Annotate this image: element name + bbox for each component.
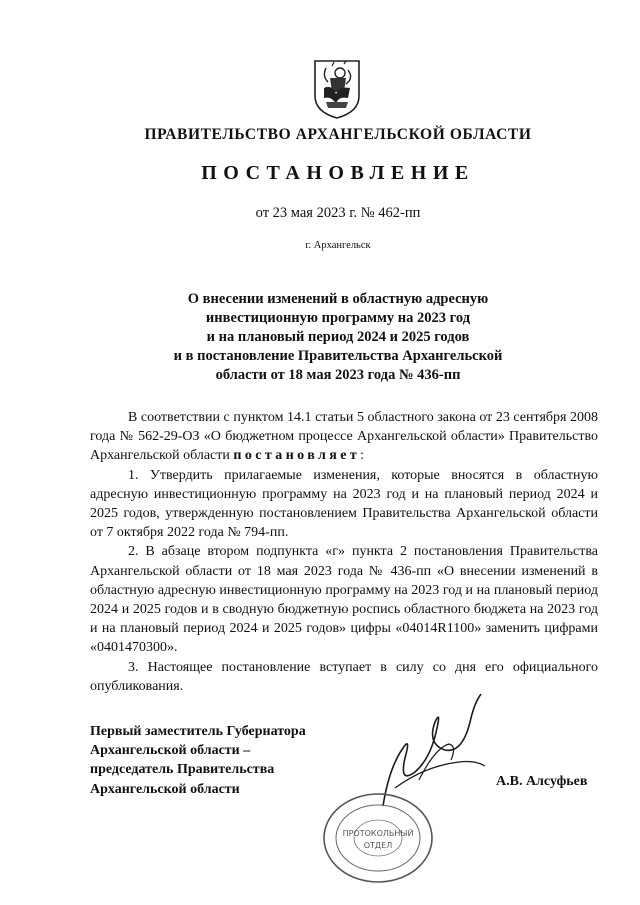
signer-position-line: Архангельской области bbox=[90, 781, 240, 797]
item-1-paragraph: 1. Утвердить прилагаемые изменения, которые вносятся в областную адресную инвестиционную программу на 2023 год и на плановый период 2024 и 2025 годов, утвержденную постановлением Правительства Архангельской области от 7 октября 2022 года № 794-пп. bbox=[90, 467, 598, 541]
item-3-paragraph: 3. Настоящее постановление вступает в силу со дня его официального опубликования. bbox=[90, 659, 598, 694]
intro-end: : bbox=[360, 448, 365, 464]
subject-line: и на плановый период 2024 и 2025 годов bbox=[206, 329, 470, 345]
document-city: г. Архангельск bbox=[305, 240, 371, 251]
signer-position-line: председатель Правительства bbox=[90, 762, 275, 778]
subject-line: инвестиционную программу на 2023 год bbox=[205, 310, 471, 326]
document-subject bbox=[150, 290, 526, 385]
coat-of-arms-icon bbox=[312, 58, 362, 120]
subject-line: и в постановление Правительства Архангельской bbox=[173, 348, 503, 364]
item-2-paragraph: 2. В абзаце втором подпункта «г» пункта 2 постановления Правительства Архангельской области от 18 мая 2023 года № 436-пп «О внесении изменений в областную адресную инвестиционную программу на 2023 год и на плановый период 2024 и 2025 годов и в сводную бюджетную роспись областного бюджета на 2023 год и на плановый период 2024 и 2025 годов» цифры «04014R1100» заменить цифрами «0401470300». bbox=[90, 544, 598, 656]
organization-name: ПРАВИТЕЛЬСТВО АРХАНГЕЛЬСКОЙ ОБЛАСТИ bbox=[144, 126, 532, 143]
signer-name: А.В. Алсуфьев bbox=[496, 774, 588, 789]
intro-text: В соответствии с пунктом 14.1 статьи 5 областного закона от 23 сентября 2008 года № 562-29-ОЗ «О бюджетном процессе Архангельской области» Правительство Архангельской области bbox=[90, 410, 598, 464]
document-body bbox=[90, 408, 598, 696]
subject-line: области от 18 мая 2023 года № 436-пп bbox=[215, 367, 461, 383]
intro-paragraph bbox=[90, 408, 598, 466]
signer-position bbox=[90, 722, 306, 799]
signer-position-line: Архангельской области – bbox=[90, 743, 251, 759]
round-seal-stamp bbox=[318, 786, 438, 886]
stamp-line-2: ОТДЕЛ bbox=[363, 841, 393, 850]
document-type: ПОСТАНОВЛЕНИЕ bbox=[201, 162, 475, 184]
document-date-number: от 23 мая 2023 г. № 462-пп bbox=[255, 205, 421, 221]
decree-word: постановляет bbox=[233, 448, 361, 464]
stamp-line-1: ПРОТОКОЛЬНЫЙ bbox=[342, 829, 414, 838]
signer-position-line: Первый заместитель Губернатора bbox=[90, 724, 306, 739]
subject-line: О внесении изменений в областную адресную bbox=[187, 291, 489, 307]
